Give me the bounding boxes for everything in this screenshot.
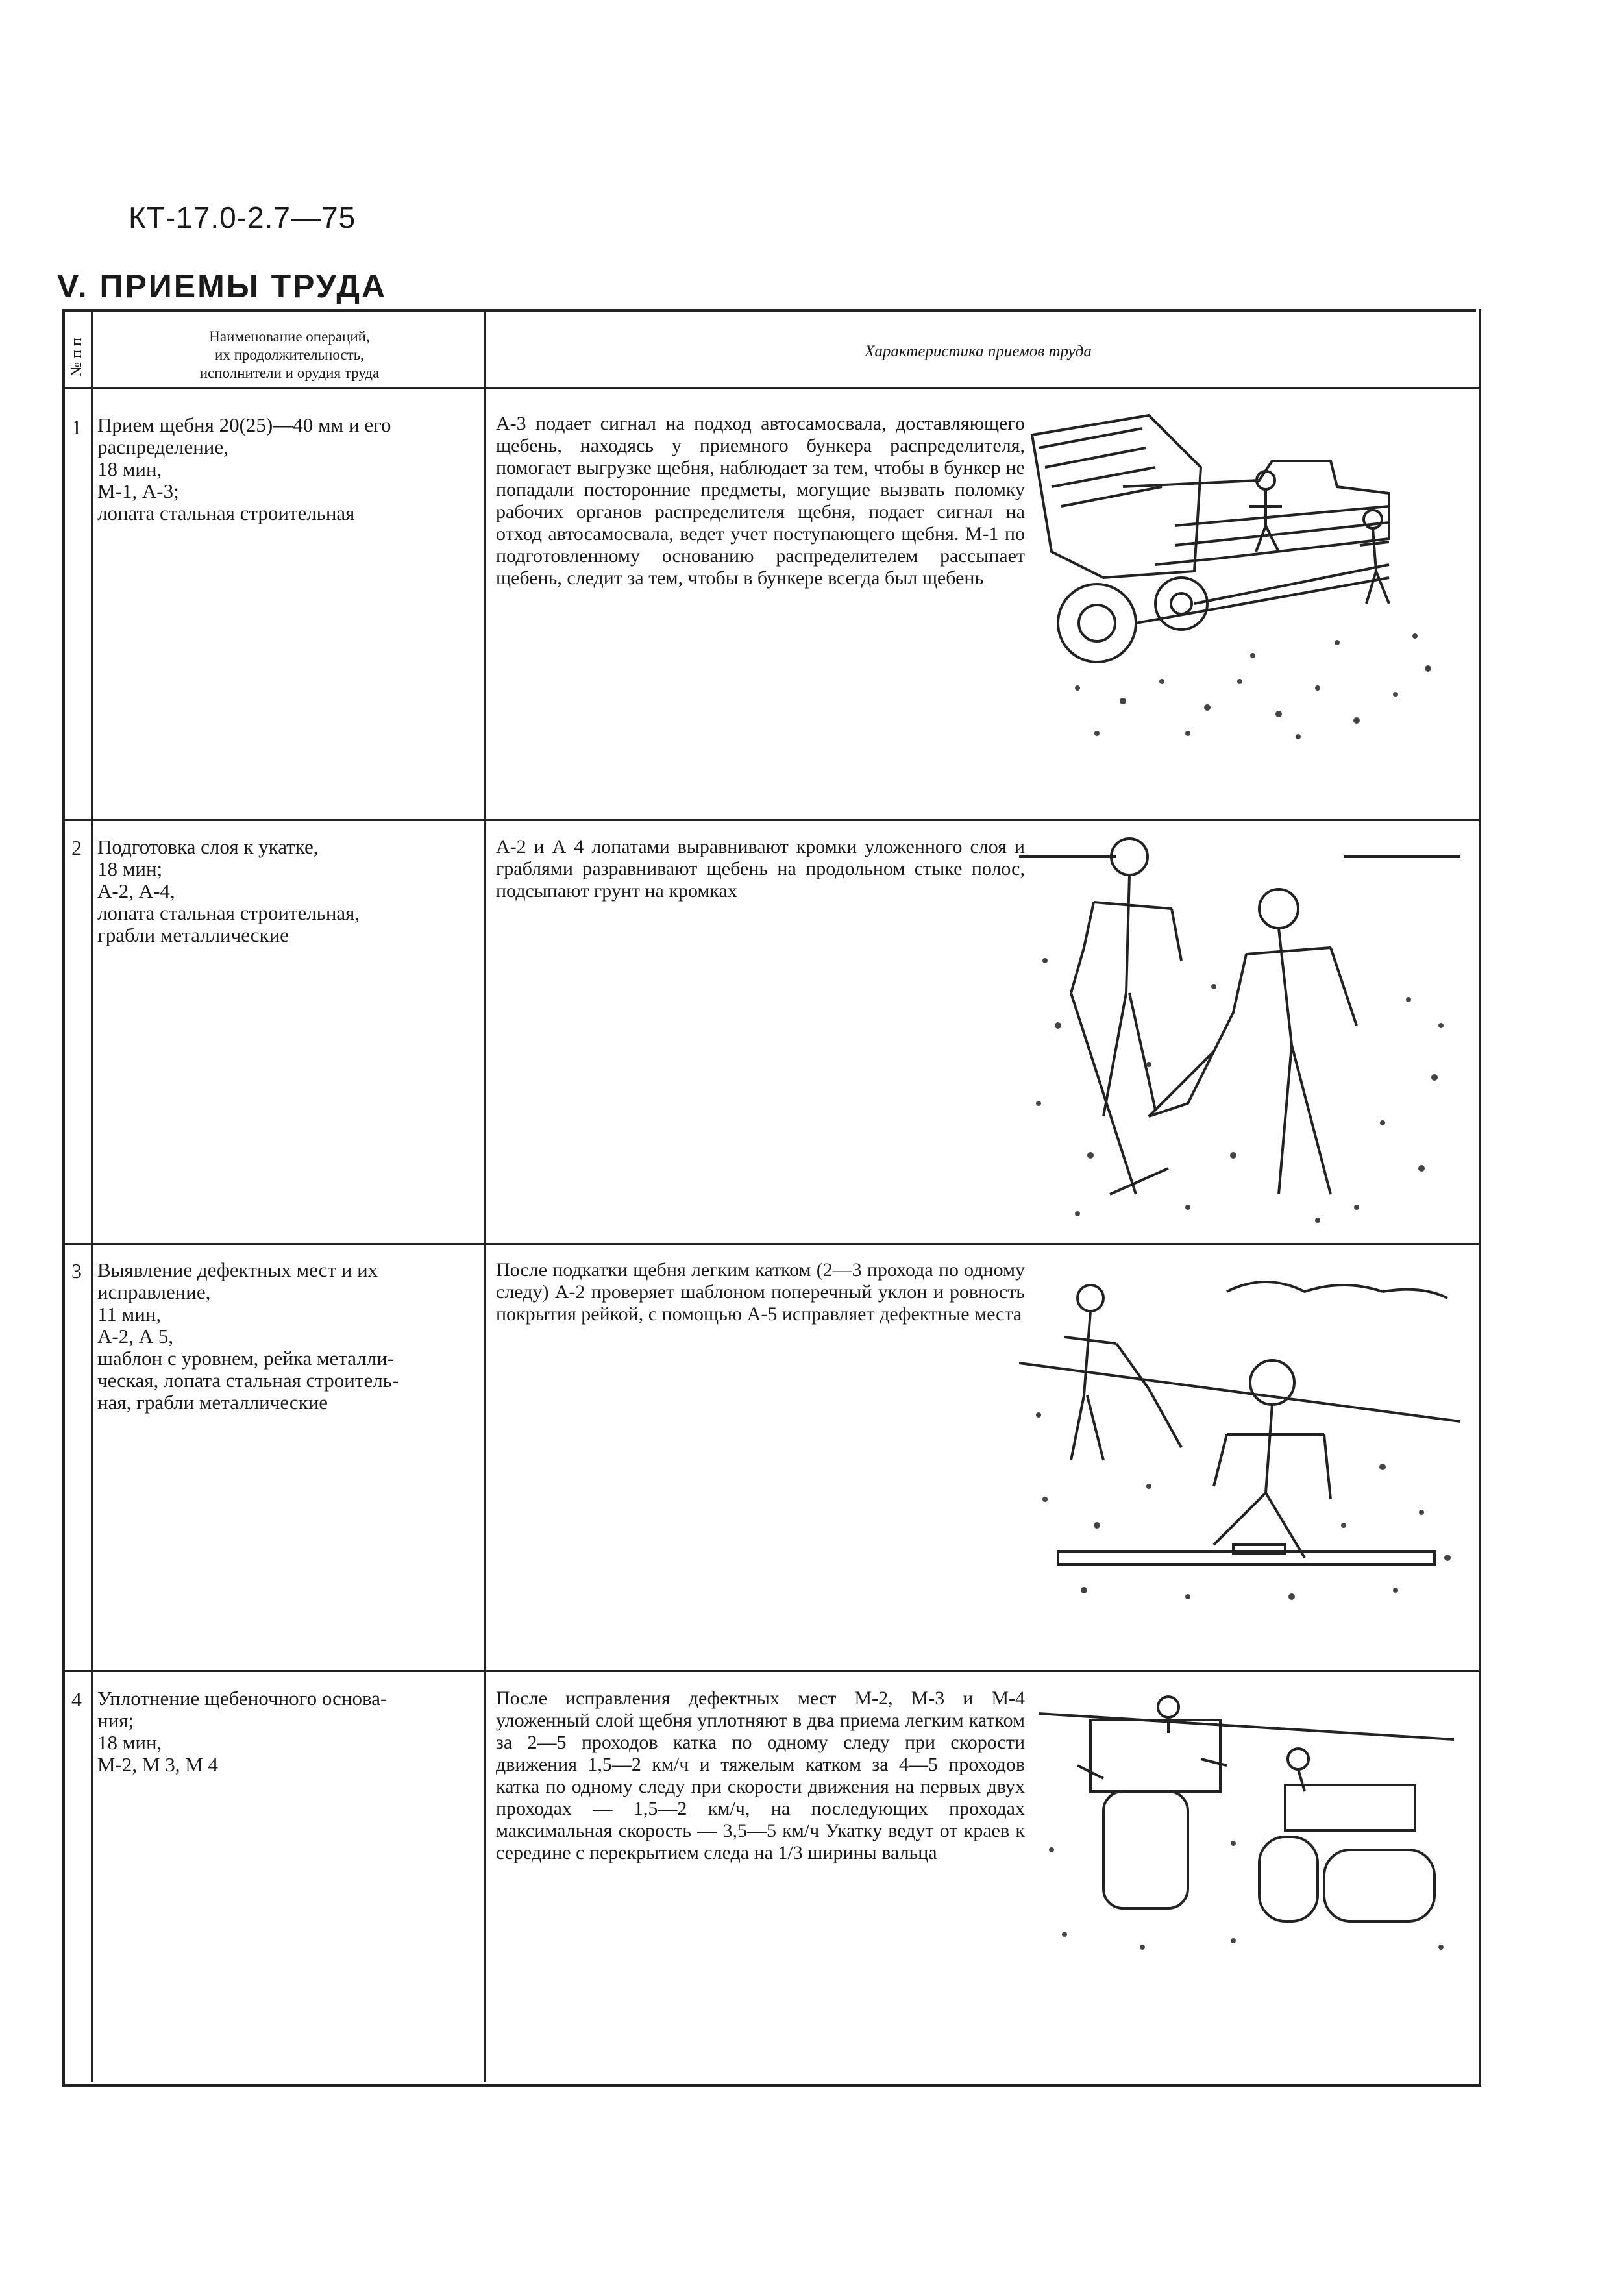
row-divider-2 xyxy=(62,1243,1479,1245)
description-cell-1: А-3 подает сигнал на подход автосамосвала, доставляющего щебень, находясь у приемного бункера распределителя, помогает выгрузке щебня, наблюдает за тем, чтобы в бункер не попадали посторонние предметы, могущие вызвать поломку рабочих органов распределителя щебня, подает сигнал на отход автосамосвала, ведет учет поступающего щебня. М-1 по подготовленному основанию распределителем рассыпает щебень, следит за тем, чтобы в бункере всегда был щебень xyxy=(496,413,1025,589)
operation-cell-1: Прием щебня 20(25)—40 мм и его распределение, 18 мин, М-1, А-3; лопата стальная строительная xyxy=(97,413,391,524)
row-number-4: 4 xyxy=(71,1688,82,1711)
operation-cell-3: Выявление дефектных мест и их исправление, 11 мин, А-2, А 5, шаблон с уровнем, рейка металли- ческая, лопата стальная строитель- ная, грабли металлические xyxy=(97,1259,399,1414)
row-number-3: 3 xyxy=(71,1259,82,1283)
header-operation: Наименование операций, их продолжительность, исполнители и орудия труда xyxy=(199,328,380,381)
description-cell-4: После исправления дефектных мест М-2, М-3 и М-4 уложенный слой щебня уплотняют в два приема легким катком за 2—5 проходов катка по одному следу при скорости движения 1,5—2 км/ч и тяжелым катком за 4—5 проходов катка по одному следу при скорости движения на первых двух проходах — 1,5—2 км/ч, на последующих проходах максимальная скорость — 3,5—5 км/ч Укатку ведут от краев к середине с перекрытием следа на 1/3 ширины вальца xyxy=(496,1688,1025,1863)
column-divider-1 xyxy=(91,310,93,2082)
row-divider-3 xyxy=(62,1670,1479,1672)
description-cell-3: После подкатки щебня легким катком (2—3 прохода по одному следу) А-2 проверяет шаблоном поперечный уклон и ровность покрытия рейкой, с помощью А-5 исправляет дефектные места xyxy=(496,1259,1025,1325)
table-top-border xyxy=(62,309,1476,312)
description-cell-2: А-2 и А 4 лопатами выравнивают кромки уложенного слоя и граблями разравнивают щебень на продольном стыке полос, подсыпают грунт на кромках xyxy=(496,836,1025,902)
worker-checking-with-template-icon xyxy=(1019,1253,1460,1616)
road-rollers-icon xyxy=(1039,1688,1454,1960)
row-number-1: 1 xyxy=(71,415,82,439)
dump-truck-spreader-icon xyxy=(1026,409,1454,759)
row-number-2: 2 xyxy=(71,836,82,859)
header-number: № п п xyxy=(68,337,85,377)
operation-cell-4: Уплотнение щебеночного основа- ния; 18 мин, М-2, М 3, М 4 xyxy=(97,1687,388,1776)
row-divider-1 xyxy=(62,819,1479,821)
operation-cell-2: Подготовка слоя к укатке, 18 мин; А-2, А-4, лопата стальная строительная, грабли металлические xyxy=(97,835,360,946)
header-divider xyxy=(62,387,1479,389)
header-characteristics: Характеристика приемов труда xyxy=(865,343,1092,360)
workers-with-rake-and-shovel-icon xyxy=(1019,831,1460,1233)
column-divider-2 xyxy=(484,310,486,2082)
document-code: КТ-17.0-2.7—75 xyxy=(129,201,356,234)
section-title: V. ПРИЕМЫ ТРУДА xyxy=(57,268,388,304)
